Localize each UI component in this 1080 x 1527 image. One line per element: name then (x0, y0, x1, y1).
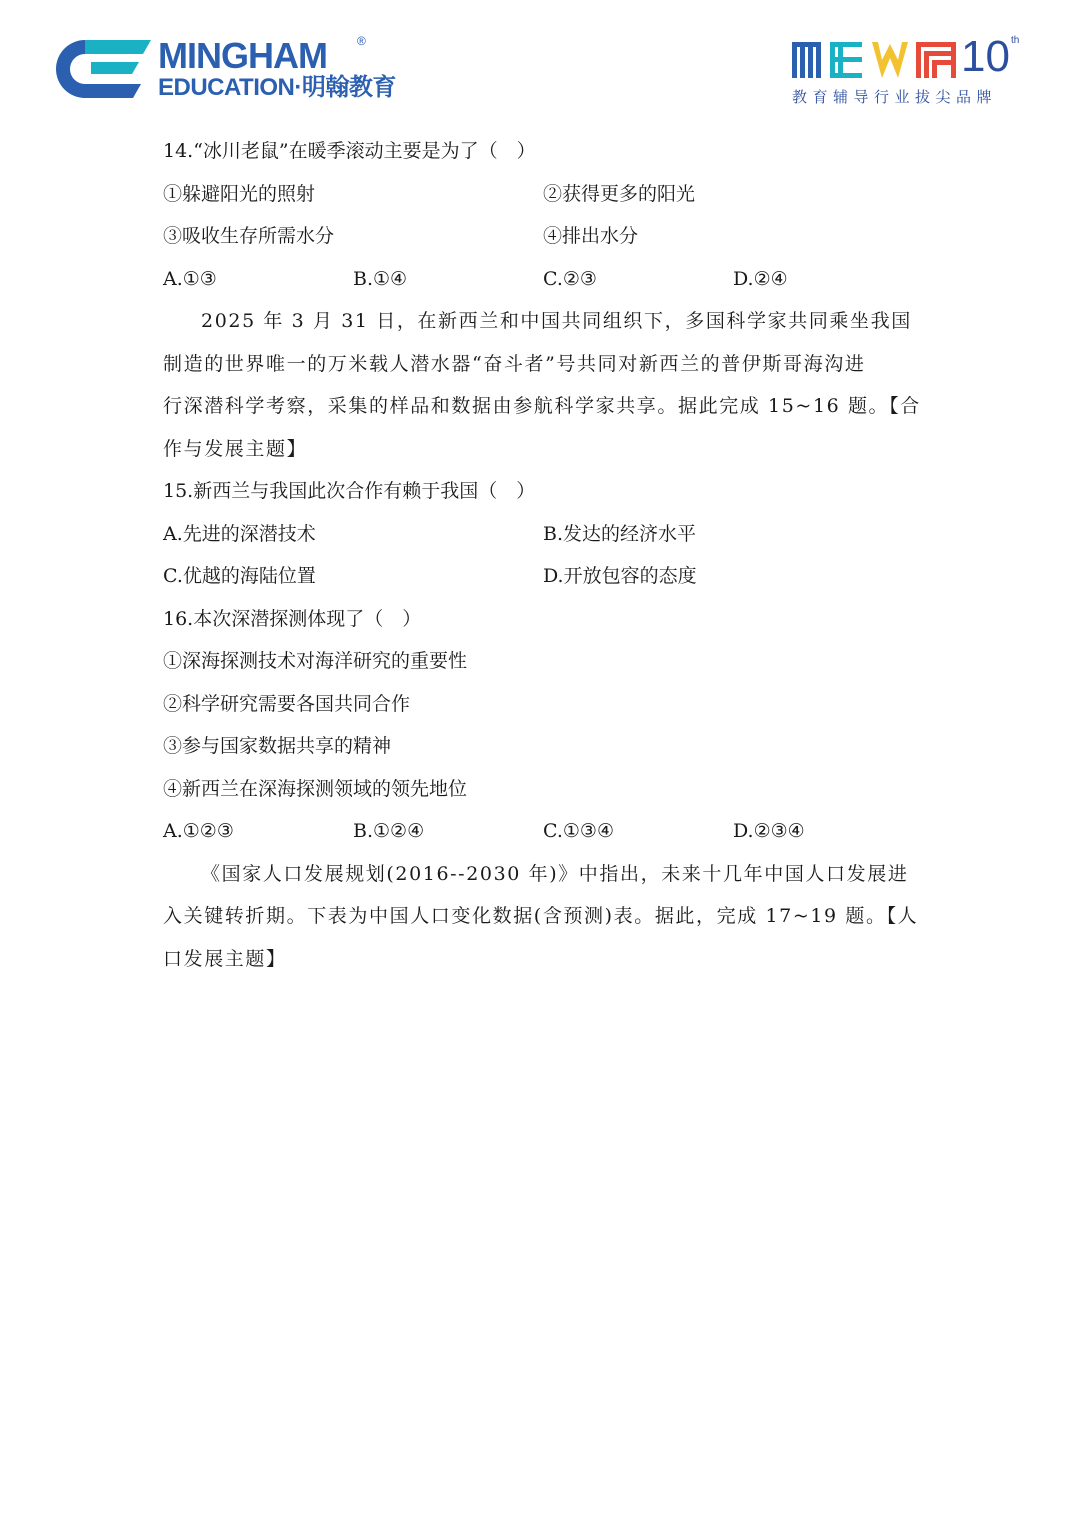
q14-option-c[interactable]: C.②③ (543, 267, 597, 290)
q14-statement-2: ②获得更多的阳光 (543, 182, 696, 205)
q14-stem: 14.“冰川老鼠”在暖季滚动主要是为了（ ） (163, 140, 536, 162)
brand-subtitle: EDUCATION·明翰教育 (158, 74, 396, 101)
q14-option-b[interactable]: B.①④ (353, 267, 408, 290)
q16-statement-2: ②科学研究需要各国共同合作 (163, 692, 411, 715)
q14-statement-row (163, 215, 923, 258)
passage-line: 2025 年 3 月 31 日，在新西兰和中国共同组织下，多国科学家共同乘坐我国 (201, 310, 912, 332)
q16-statement-4: ④新西兰在深海探测领域的领先地位 (163, 777, 468, 800)
q15-option-d[interactable]: D.开放包容的态度 (543, 565, 697, 587)
passage-line: 口发展主题】 (163, 947, 287, 970)
q15-option-c[interactable]: C.优越的海陆位置 (163, 565, 316, 587)
passage-line: 《国家人口发展规划(2016--2030 年)》中指出，未来十几年中国人口发展进 (201, 862, 909, 885)
page-header (0, 0, 1080, 120)
brand-slogan: 教育辅导行业拔尖品牌 (792, 88, 998, 106)
q14-statement-1: ①躲避阳光的照射 (163, 182, 316, 205)
q16-options (163, 810, 923, 853)
q15-option-a[interactable]: A.先进的深潜技术 (163, 522, 316, 545)
passage-line: 作与发展主题】 (163, 437, 308, 460)
q16-option-a[interactable]: A.①②③ (163, 820, 234, 842)
passage-line: 制造的世界唯一的万米载人潜水器“奋斗者”号共同对新西兰的普伊斯哥海沟进 (163, 352, 866, 375)
brand-name: MINGHAM (158, 35, 327, 76)
q15-options-row (163, 555, 923, 598)
passage-line: 入关键转折期。下表为中国人口变化数据(含预测)表。据此，完成 17~19 题。【人 (163, 905, 919, 927)
q14-statement-3: ③吸收生存所需水分 (163, 225, 335, 247)
q16-statement-3: ③参与国家数据共享的精神 (163, 735, 392, 757)
exam-content (163, 130, 923, 980)
q14-options (163, 258, 923, 301)
q15-options-row (163, 513, 923, 556)
q14-option-d[interactable]: D.②④ (733, 267, 788, 290)
q14-option-a[interactable]: A.①③ (163, 267, 217, 290)
mingham-logo (55, 36, 415, 106)
anniversary-logo (790, 32, 1030, 108)
q16-option-d[interactable]: D.②③④ (733, 820, 805, 842)
q16-option-b[interactable]: B.①②④ (353, 820, 425, 842)
anniversary-suffix: th (1011, 35, 1020, 46)
q16-option-c[interactable]: C.①③④ (543, 820, 614, 842)
me-mosaic-icon (790, 38, 960, 82)
q15-stem: 15.新西兰与我国此次合作有赖于我国（ ） (163, 480, 536, 502)
q15-option-b[interactable]: B.发达的经济水平 (543, 522, 697, 545)
mingham-mark-icon (55, 36, 151, 102)
q16-statement-1: ①深海探测技术对海洋研究的重要性 (163, 650, 468, 672)
q16-stem: 16.本次深潜探测体现了（ ） (163, 607, 422, 630)
passage-line: 行深潜科学考察，采集的样品和数据由参航科学家共享。据此完成 15~16 题。【合 (163, 395, 921, 417)
anniversary-number: 10 (961, 32, 1010, 81)
q14-statement-4: ④排出水分 (543, 225, 639, 247)
q14-statement-row (163, 173, 923, 216)
registered-mark: ® (357, 34, 366, 48)
